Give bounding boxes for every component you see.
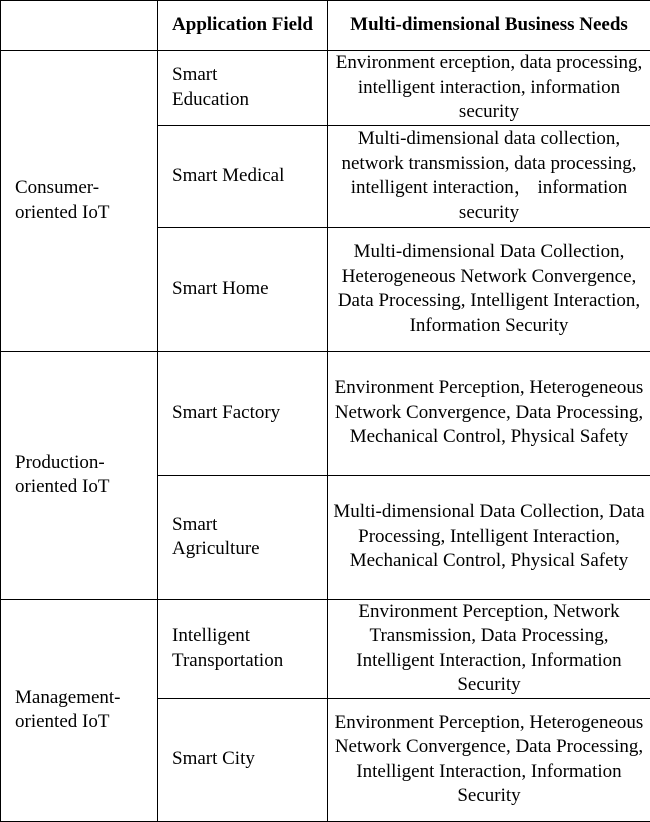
application-field-cell: Smart Factory [158,351,328,475]
business-needs-cell: Environment Perception, Heterogeneous Network Convergence, Data Processing, Intelligent Interaction, Information Security [328,698,650,821]
header-row [1,1,650,51]
category-cell: Production-oriented IoT [1,351,158,599]
application-field-cell: Smart Agriculture [158,475,328,599]
business-needs-cell: Multi-dimensional Data Collection, Data Processing, Intelligent Interaction, Mechanical Control, Physical Safety [328,475,650,599]
business-needs-cell: Environment Perception, Network Transmission, Data Processing, Intelligent Interaction, Information Security [328,599,650,698]
category-cell: Management-oriented IoT [1,599,158,821]
category-cell: Consumer-oriented IoT [1,51,158,352]
business-needs-cell: Environment Perception, Heterogeneous Network Convergence, Data Processing, Mechanical Control, Physical Safety [328,351,650,475]
application-field-cell: Intelligent Transportation [158,599,328,698]
business-needs-cell: Multi-dimensional Data Collection, Heterogeneous Network Convergence, Data Processing, Intelligent Interaction, Information Security [328,227,650,351]
header-category [1,1,158,51]
header-application-field: Application Field [158,1,328,51]
table-row [1,351,650,475]
business-needs-cell: Environment erception, data processing, intelligent interaction, information security [328,51,650,126]
business-needs-cell: Multi-dimensional data collection, network transmission, data processing, intelligent interaction， information security [328,125,650,227]
application-field-cell: Smart City [158,698,328,821]
table-row [1,599,650,698]
application-field-cell: Smart Education [158,51,328,126]
table-row [1,51,650,126]
header-business-needs: Multi-dimensional Business Needs [328,1,650,51]
application-field-cell: Smart Home [158,227,328,351]
application-field-cell: Smart Medical [158,125,328,227]
